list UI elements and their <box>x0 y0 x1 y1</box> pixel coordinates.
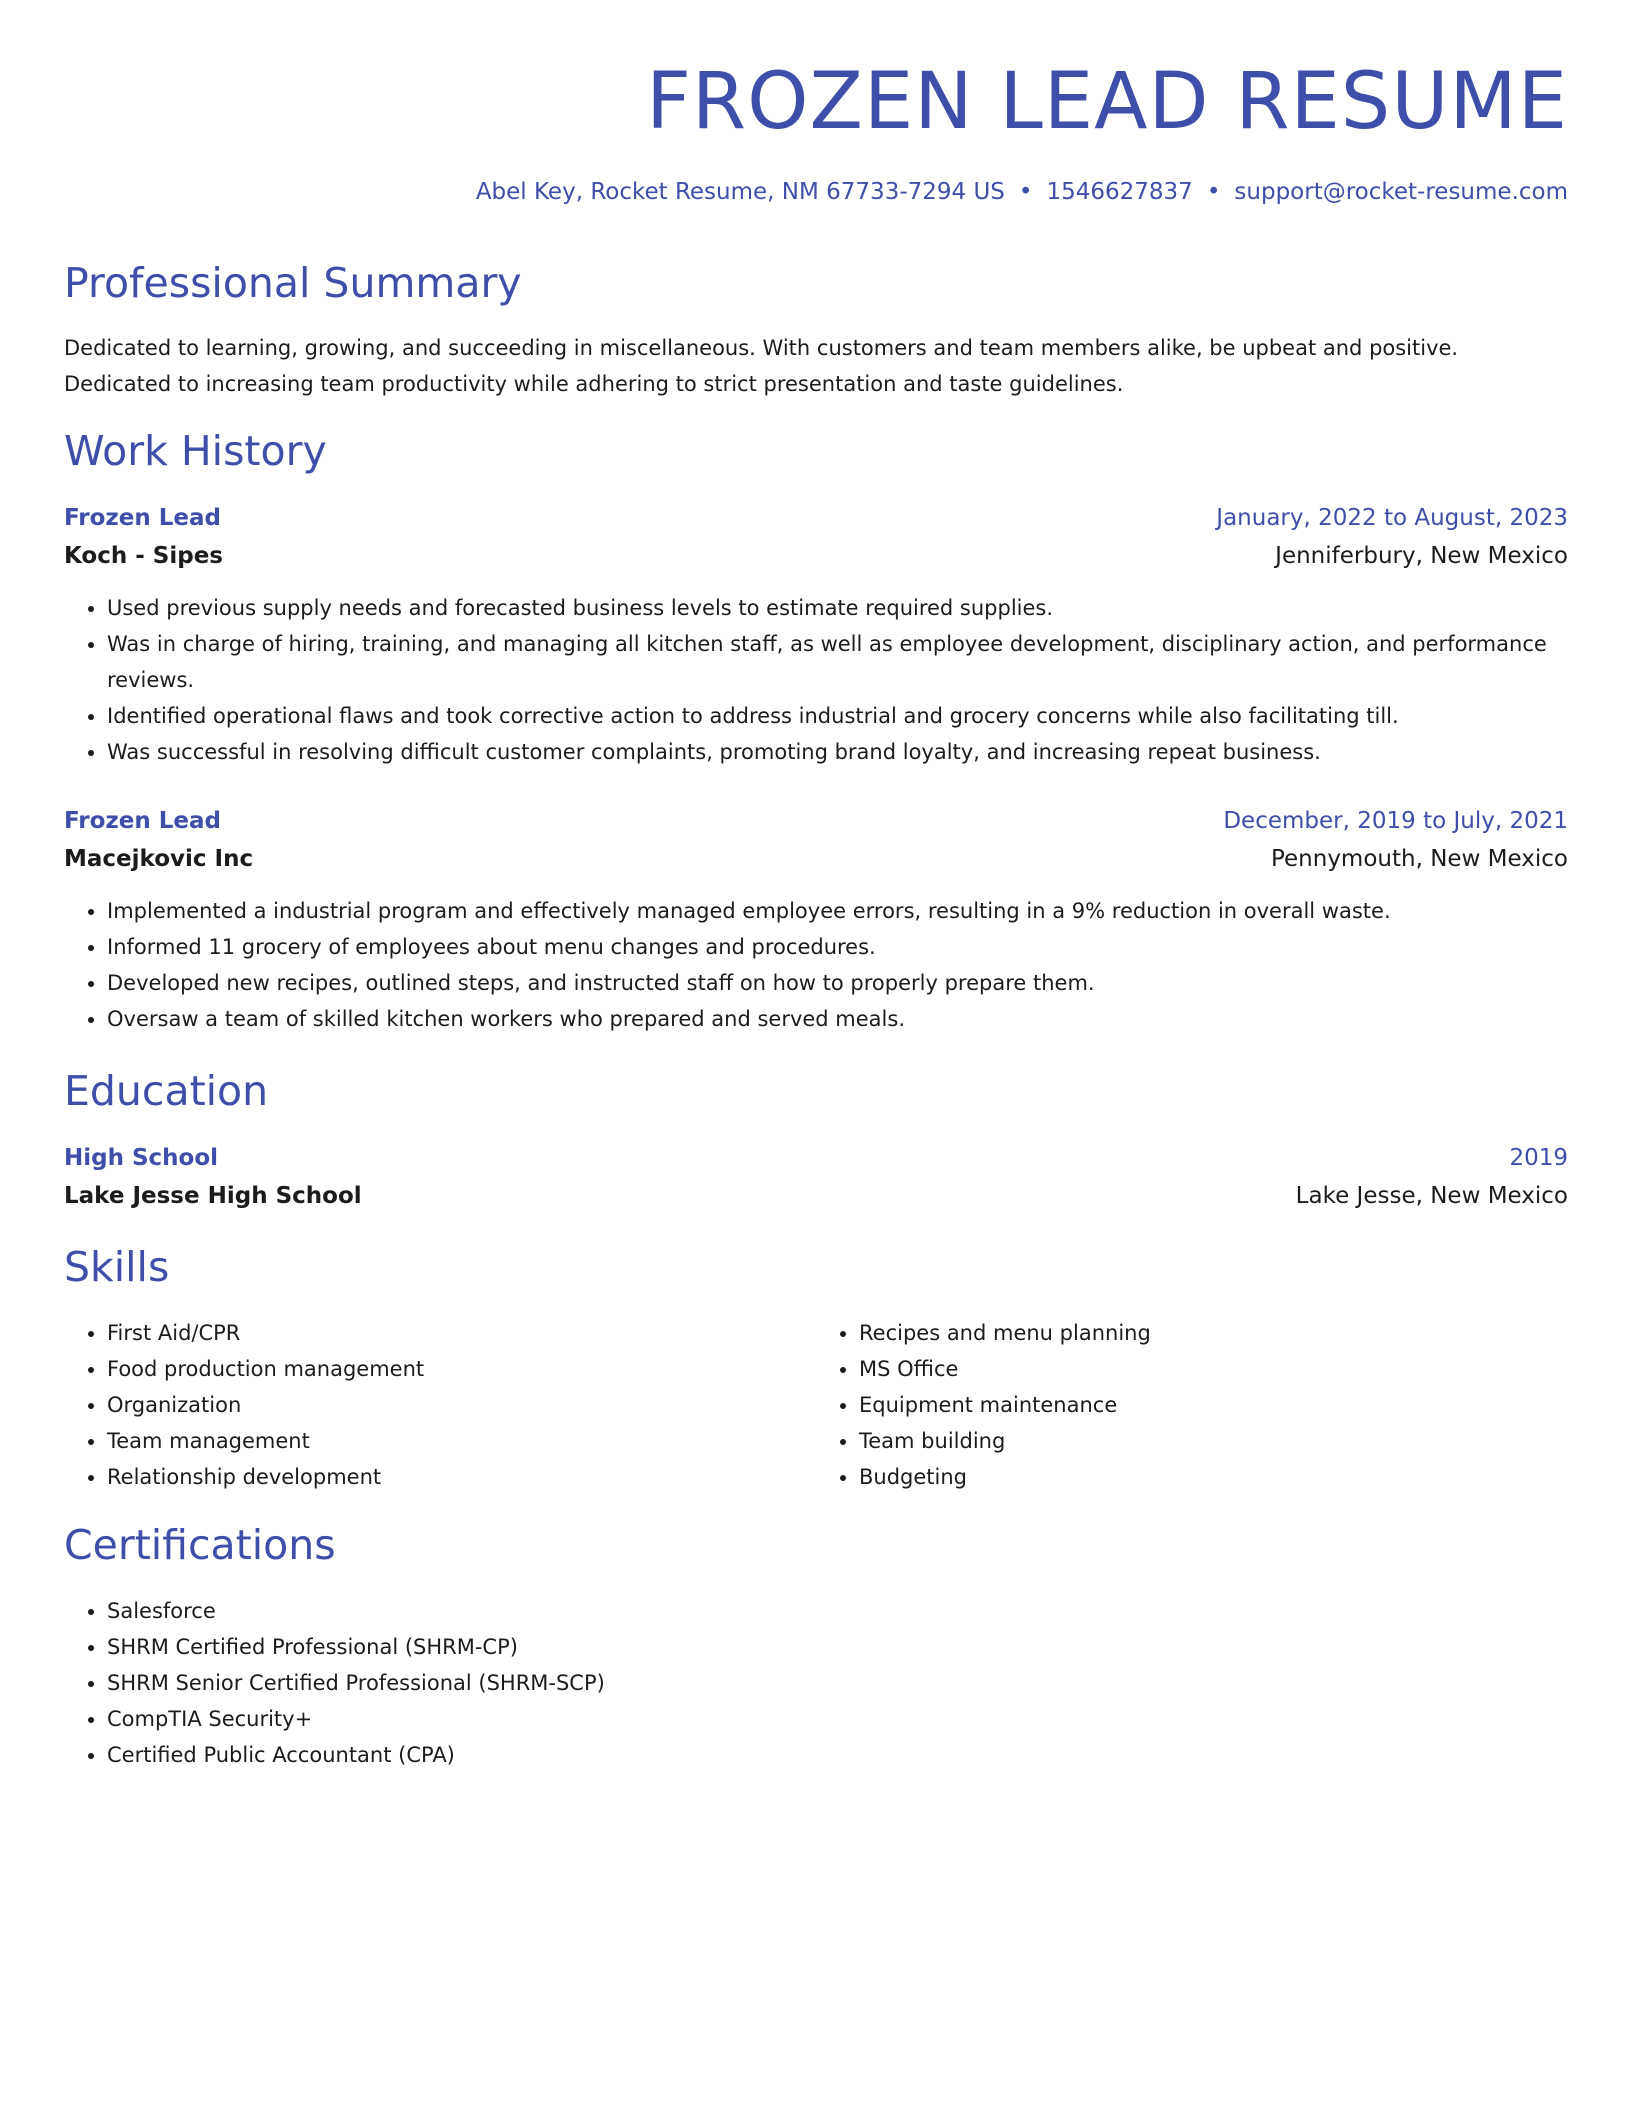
list-item: • Team building <box>859 1423 1568 1459</box>
list-item: • Organization <box>107 1387 816 1423</box>
job-entry <box>64 500 1568 770</box>
education-heading: Education <box>64 1067 269 1115</box>
job-header <box>64 803 1568 839</box>
job-company: Macejkovic Inc <box>64 846 254 872</box>
resume-title: FROZEN LEAD RESUME <box>646 57 1568 147</box>
list-item: • Budgeting <box>859 1459 1568 1495</box>
education-subheader <box>64 1176 1568 1216</box>
certifications-heading: Certifications <box>64 1521 336 1569</box>
list-item: • Identified operational flaws and took corrective action to address industrial and grocery concerns while also facilitating till. <box>107 698 1568 734</box>
job-subheader <box>64 536 1568 576</box>
list-item: • Team management <box>107 1423 816 1459</box>
job-dates: December, 2019 to July, 2021 <box>1223 808 1568 834</box>
job-subheader <box>64 839 1568 879</box>
list-item: • Salesforce <box>107 1593 1568 1629</box>
job-location: Jenniferbury, New Mexico <box>1275 543 1568 569</box>
certifications-list <box>64 1593 1568 1773</box>
job-location: Pennymouth, New Mexico <box>1270 846 1568 872</box>
job-title: Frozen Lead <box>64 505 221 531</box>
contact-line <box>476 176 1568 208</box>
skills-list-right <box>816 1315 1568 1495</box>
summary-text: Dedicated to learning, growing, and succeeding in miscellaneous. With customers and team members alike, be upbeat and positive. Dedicated to increasing team productivity while adhering to strict presentation and taste guidelines. <box>64 336 1459 396</box>
skills-list-left <box>64 1315 816 1495</box>
list-item: • MS Office <box>859 1351 1568 1387</box>
job-entry <box>64 803 1568 1037</box>
skills-columns <box>64 1315 1568 1495</box>
list-item: • Used previous supply needs and forecasted business levels to estimate required supplies. <box>107 590 1568 626</box>
contact-address: Abel Key, Rocket Resume, NM 67733-7294 US <box>475 179 1005 205</box>
education-entry <box>64 1140 1568 1216</box>
education-header <box>64 1140 1568 1176</box>
list-item: • Equipment maintenance <box>859 1387 1568 1423</box>
contact-phone[interactable]: 1546627837 <box>1046 179 1193 205</box>
work-history-heading: Work History <box>64 427 327 475</box>
list-item: • Relationship development <box>107 1459 816 1495</box>
contact-separator: • <box>1206 179 1221 205</box>
list-item: • Developed new recipes, outlined steps, and instructed staff on how to properly prepare them. <box>107 965 1568 1001</box>
list-item: • Implemented a industrial program and effectively managed employee errors, resulting in a 9% reduction in overall waste. <box>107 893 1568 929</box>
job-dates: January, 2022 to August, 2023 <box>1216 505 1568 531</box>
contact-email[interactable]: support@rocket-resume.com <box>1234 179 1568 205</box>
list-item: • Oversaw a team of skilled kitchen workers who prepared and served meals. <box>107 1001 1568 1037</box>
summary-heading: Professional Summary <box>64 259 522 307</box>
job-company: Koch - Sipes <box>64 543 223 569</box>
list-item: • SHRM Senior Certified Professional (SHRM-SCP) <box>107 1665 1568 1701</box>
contact-separator: • <box>1018 179 1033 205</box>
education-school: Lake Jesse High School <box>64 1183 362 1209</box>
education-year: 2019 <box>1509 1145 1568 1171</box>
job-bullets <box>64 893 1568 1037</box>
list-item: • Was successful in resolving difficult customer complaints, promoting brand loyalty, and increasing repeat business. <box>107 734 1568 770</box>
job-header <box>64 500 1568 536</box>
list-item: • SHRM Certified Professional (SHRM-CP) <box>107 1629 1568 1665</box>
list-item: • First Aid/CPR <box>107 1315 816 1351</box>
job-bullets <box>64 590 1568 770</box>
list-item: • Recipes and menu planning <box>859 1315 1568 1351</box>
list-item: • Informed 11 grocery of employees about menu changes and procedures. <box>107 929 1568 965</box>
job-title: Frozen Lead <box>64 808 221 834</box>
list-item: • Food production management <box>107 1351 816 1387</box>
skills-heading: Skills <box>64 1243 170 1291</box>
list-item: • Certified Public Accountant (CPA) <box>107 1737 1568 1773</box>
education-location: Lake Jesse, New Mexico <box>1295 1183 1568 1209</box>
education-degree: High School <box>64 1145 219 1171</box>
list-item: • CompTIA Security+ <box>107 1701 1568 1737</box>
list-item: • Was in charge of hiring, training, and managing all kitchen staff, as well as employee development, disciplinary action, and performance reviews. <box>107 626 1568 698</box>
